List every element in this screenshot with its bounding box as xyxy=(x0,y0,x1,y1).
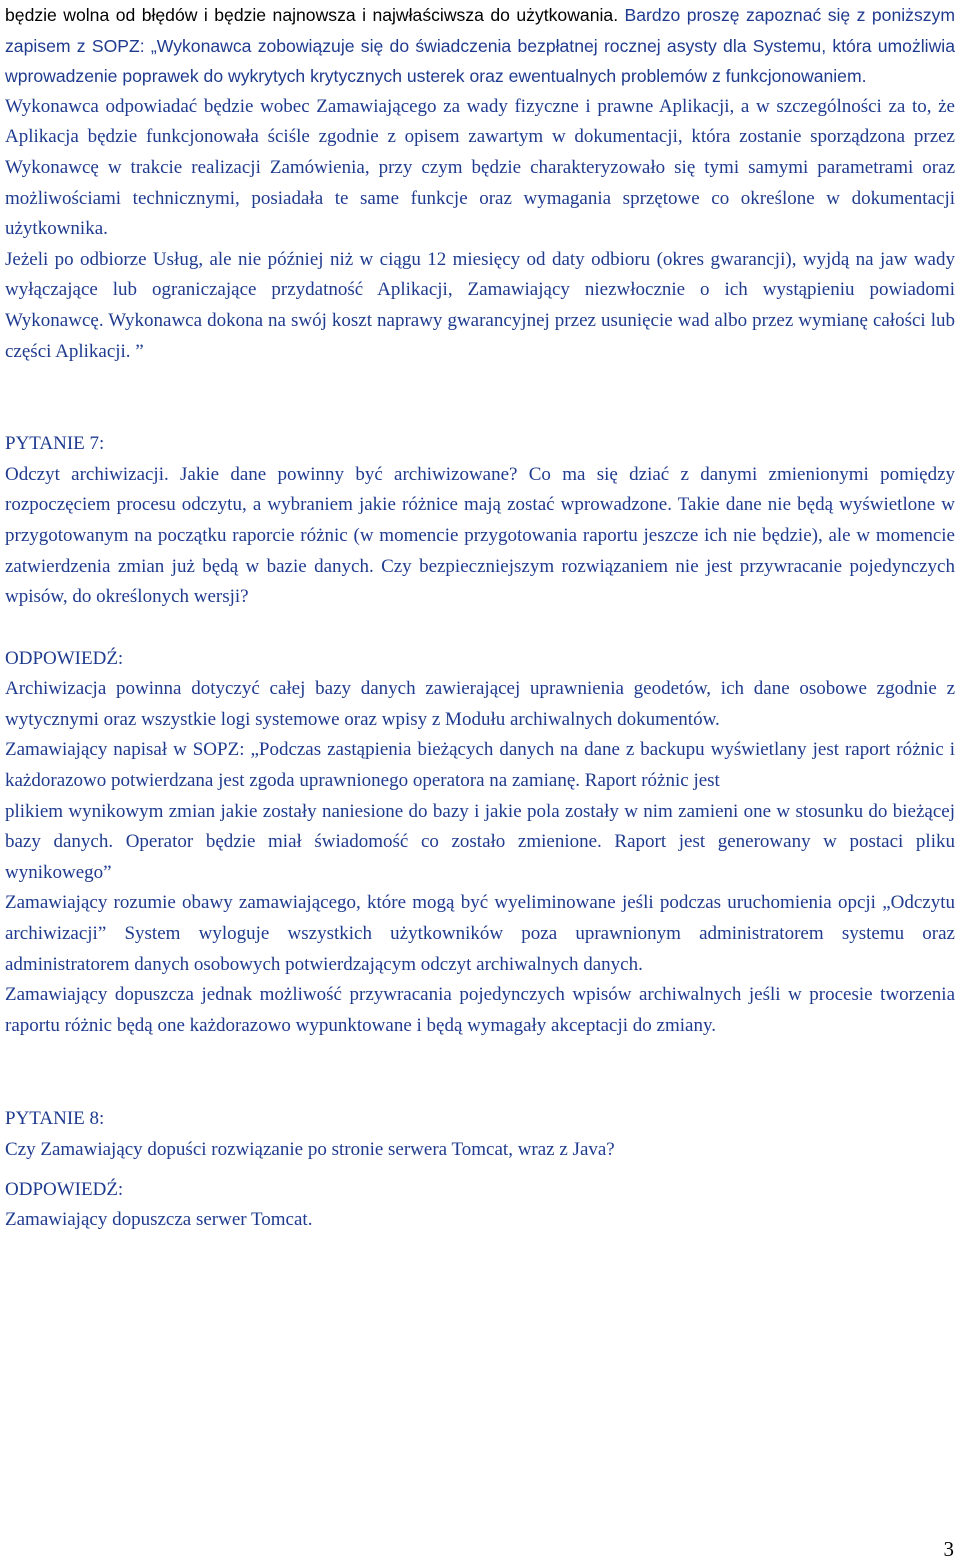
question-8-heading: PYTANIE 8: xyxy=(5,1108,105,1130)
intro-paragraph xyxy=(5,0,955,92)
question-8-text: Czy Zamawiający dopuści rozwiązanie po stronie serwera Tomcat, wraz z Java? xyxy=(5,1139,615,1160)
answer-8-heading: ODPOWIEDŹ: xyxy=(5,1178,124,1200)
quote-paragraph-1: Wykonawca odpowiadać będzie wobec Zamawiającego za wady fizyczne i prawne Aplikacji, a w szczególności za to, że Aplikacja będzie funkcjonowała ściśle zgodnie z opisem zawartym w dokumentacji, która zostanie sporządzona przez Wykonawcę w trakcie realizacji Zamówienia, przy czym będzie charakteryzowało się tymi samymi parametrami oraz możliwościami technicznymi, posiadała te same funkcje oraz wymagania sprzętowe co określone w dokumentacji użytkownika. xyxy=(5,95,955,240)
answer-7-paragraph-4: Zamawiający rozumie obawy zamawiającego, które mogą być wyeliminowane jeśli podczas uruchomienia opcji „Odczytu archiwizacji” System wyloguje wszystkich użytkowników poza uprawnionym administratorem systemu oraz administratorem danych osobowych potwierdzającym odczyt archiwalnych danych. xyxy=(5,892,955,975)
quote-paragraph-2: Jeżeli po odbiorze Usług, ale nie później niż w ciągu 12 miesięcy od daty odbioru (okres gwarancji), wyjdą na jaw wady wyłączające lub ograniczające przydatność Aplikacji, Zamawiający niezwłocznie o ich wystąpieniu powiadomi Wykonawcę. Wykonawca dokona na swój koszt naprawy gwarancyjnej przez usunięcie wad albo przez wymianę całości lub części Aplikacji. ” xyxy=(5,248,955,362)
answer-7-paragraph-5: Zamawiający dopuszcza jednak możliwość przywracania pojedynczych wpisów archiwalnych jeśli w procesie tworzenia raportu różnic będą one każdorazowo wypunktowane i będą wymagały akceptacji do zmiany. xyxy=(5,984,955,1036)
answer-7-heading: ODPOWIEDŹ: xyxy=(5,647,124,669)
answer-7-paragraph-1: Archiwizacja powinna dotyczyć całej bazy danych zawierającej uprawnienia geodetów, ich dane osobowe zgodnie z wytycznymi oraz wszystkie logi systemowe oraz wpisy z Modułu archiwalnych dokumentów. xyxy=(5,678,955,730)
intro-black-text: będzie wolna od błędów i będzie najnowsza i najwłaściwsza do użytkowania. xyxy=(5,5,619,25)
answer-7-paragraph-3: plikiem wynikowym zmian jakie zostały naniesione do bazy i jakie pola zostały w nim zamieni one w stosunku do bieżącej bazy danych. Operator będzie miał świadomość co zostało zmienione. Raport jest generowany w postaci pliku wynikowego” xyxy=(5,800,955,883)
answer-8-text: Zamawiający dopuszcza serwer Tomcat. xyxy=(5,1209,313,1231)
question-7-text: Odczyt archiwizacji. Jakie dane powinny być archiwizowane? Co ma się dziać z danymi zmienionymi pomiędzy rozpoczęciem procesu odczytu, a wybraniem jakie różnice mają zostać wprowadzone. Takie dane nie będą wyświetlone w przygotowanym na początku raporcie różnic (w momencie przygotowania raportu jeszcze ich nie będzie), ale w momencie zatwierdzenia zmian już będą w bazie danych. Czy bezpieczniejszym rozwiązaniem nie jest przywracanie pojedynczych wpisów, do określonych wersji? xyxy=(5,463,955,608)
intro-blue-text: Bardzo proszę zapoznać się z poniższym zapisem z SOPZ: „Wykonawca zobowiązuje się do świadczenia bezpłatnej rocznej asysty dla Systemu, która umożliwia wprowadzenie poprawek do wykrytych krytycznych usterek oraz ewentualnych problemów z funkcjonowaniem. xyxy=(5,5,955,87)
question-7-heading: PYTANIE 7: xyxy=(5,433,105,455)
page-number: 3 xyxy=(943,1537,954,1561)
document-page xyxy=(5,0,955,1236)
answer-7-paragraph-2: Zamawiający napisał w SOPZ: „Podczas zastąpienia bieżących danych na dane z backupu wyświetlany jest raport różnic i każdorazowo potwierdzana jest zgoda uprawnionego operatora na zamianę. Raport różnic jest xyxy=(5,739,955,792)
